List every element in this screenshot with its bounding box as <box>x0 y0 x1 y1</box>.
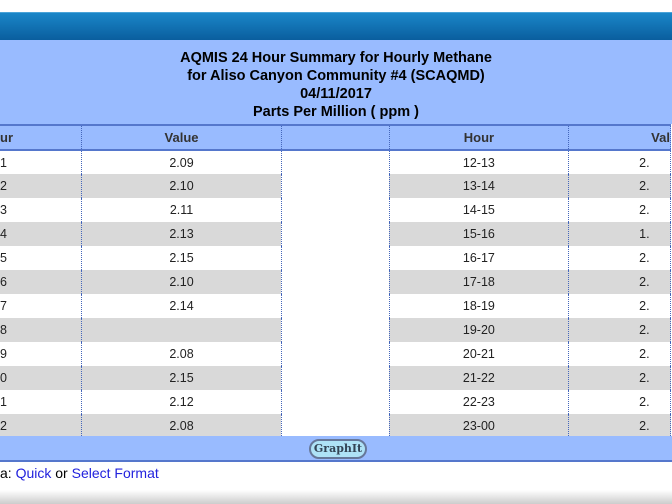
hour-cell: 1 <box>0 150 82 174</box>
hourly-table <box>0 124 671 438</box>
value-cell: 2. <box>569 294 671 318</box>
value-cell: 2. <box>569 198 671 222</box>
graphit-button[interactable]: GraphIt <box>309 439 367 459</box>
value-cell: 2. <box>569 366 671 390</box>
value-cell: 2.15 <box>82 246 281 270</box>
hour-cell: 0 <box>0 366 82 390</box>
hour-cell: 14-15 <box>389 198 569 222</box>
spacer-cell <box>281 390 389 414</box>
table-row <box>0 198 671 222</box>
download-label: a: <box>0 465 16 481</box>
hour-cell: 5 <box>0 246 82 270</box>
hour-cell: 15-16 <box>389 222 569 246</box>
window-bottom <box>0 490 672 504</box>
table-row <box>0 294 671 318</box>
spacer-cell <box>281 270 389 294</box>
value-cell: 2.14 <box>82 294 281 318</box>
value-cell: 2.10 <box>82 270 281 294</box>
value-cell: 1. <box>569 222 671 246</box>
value-cell: 2. <box>569 414 671 438</box>
hour-cell: 6 <box>0 270 82 294</box>
spacer-cell <box>281 198 389 222</box>
table-row <box>0 222 671 246</box>
table-row <box>0 414 671 438</box>
hour-cell: 16-17 <box>389 246 569 270</box>
select-format-link[interactable]: Select Format <box>71 465 159 481</box>
download-line <box>0 465 159 481</box>
spacer-cell <box>281 294 389 318</box>
value-cell: 2.09 <box>82 150 281 174</box>
table-footer <box>0 436 672 462</box>
hour-cell: 18-19 <box>389 294 569 318</box>
hour-cell: 23-00 <box>389 414 569 438</box>
hour-cell: 13-14 <box>389 174 569 198</box>
table-row <box>0 270 671 294</box>
table-row <box>0 366 671 390</box>
hour-cell: 17-18 <box>389 270 569 294</box>
value-cell: 2.12 <box>82 390 281 414</box>
header-spacer <box>281 125 389 150</box>
value-cell: 2.08 <box>82 414 281 438</box>
table-row <box>0 174 671 198</box>
value-cell: 2.13 <box>82 222 281 246</box>
hour-cell: 20-21 <box>389 342 569 366</box>
hour-cell: 2 <box>0 414 82 438</box>
spacer-cell <box>281 150 389 174</box>
units-line: Parts Per Million ( ppm ) <box>253 104 419 120</box>
spacer-cell <box>281 174 389 198</box>
spacer-cell <box>281 342 389 366</box>
site-line: for Aliso Canyon Community #4 (SCAQMD) <box>187 68 485 84</box>
summary-title <box>0 40 672 124</box>
value-cell: 2. <box>569 174 671 198</box>
table-row <box>0 150 671 174</box>
hour-cell: 1 <box>0 390 82 414</box>
or-text: or <box>51 465 72 481</box>
date-line: 04/11/2017 <box>300 86 372 102</box>
value-cell: 2. <box>569 246 671 270</box>
table-row <box>0 390 671 414</box>
header-value-right: Val <box>569 125 671 150</box>
hour-cell: 19-20 <box>389 318 569 342</box>
value-cell: 2. <box>569 342 671 366</box>
table-row <box>0 318 671 342</box>
hour-cell: 7 <box>0 294 82 318</box>
hour-cell: 2 <box>0 174 82 198</box>
header-value-left: Value <box>82 125 281 150</box>
spacer-cell <box>281 318 389 342</box>
value-cell: 2.08 <box>82 342 281 366</box>
table-row <box>0 246 671 270</box>
value-cell: 2.10 <box>82 174 281 198</box>
hour-cell: 4 <box>0 222 82 246</box>
value-cell: 2. <box>569 270 671 294</box>
top-bar <box>0 12 672 40</box>
spacer-cell <box>281 222 389 246</box>
quick-link[interactable]: Quick <box>15 465 52 481</box>
header-hour-right: Hour <box>389 125 569 150</box>
title-line: AQMIS 24 Hour Summary for Hourly Methane <box>180 50 492 66</box>
value-cell <box>82 318 281 342</box>
value-cell: 2.15 <box>82 366 281 390</box>
hour-cell: 8 <box>0 318 82 342</box>
hour-cell: 9 <box>0 342 82 366</box>
hour-cell: 12-13 <box>389 150 569 174</box>
value-cell: 2. <box>569 390 671 414</box>
spacer-cell <box>281 414 389 438</box>
value-cell: 2. <box>569 150 671 174</box>
table-row <box>0 342 671 366</box>
value-cell: 2. <box>569 318 671 342</box>
spacer-cell <box>281 366 389 390</box>
hour-cell: 3 <box>0 198 82 222</box>
header-hour-left: ur <box>0 125 82 150</box>
value-cell: 2.11 <box>82 198 281 222</box>
hour-cell: 22-23 <box>389 390 569 414</box>
spacer-cell <box>281 246 389 270</box>
hour-cell: 21-22 <box>389 366 569 390</box>
